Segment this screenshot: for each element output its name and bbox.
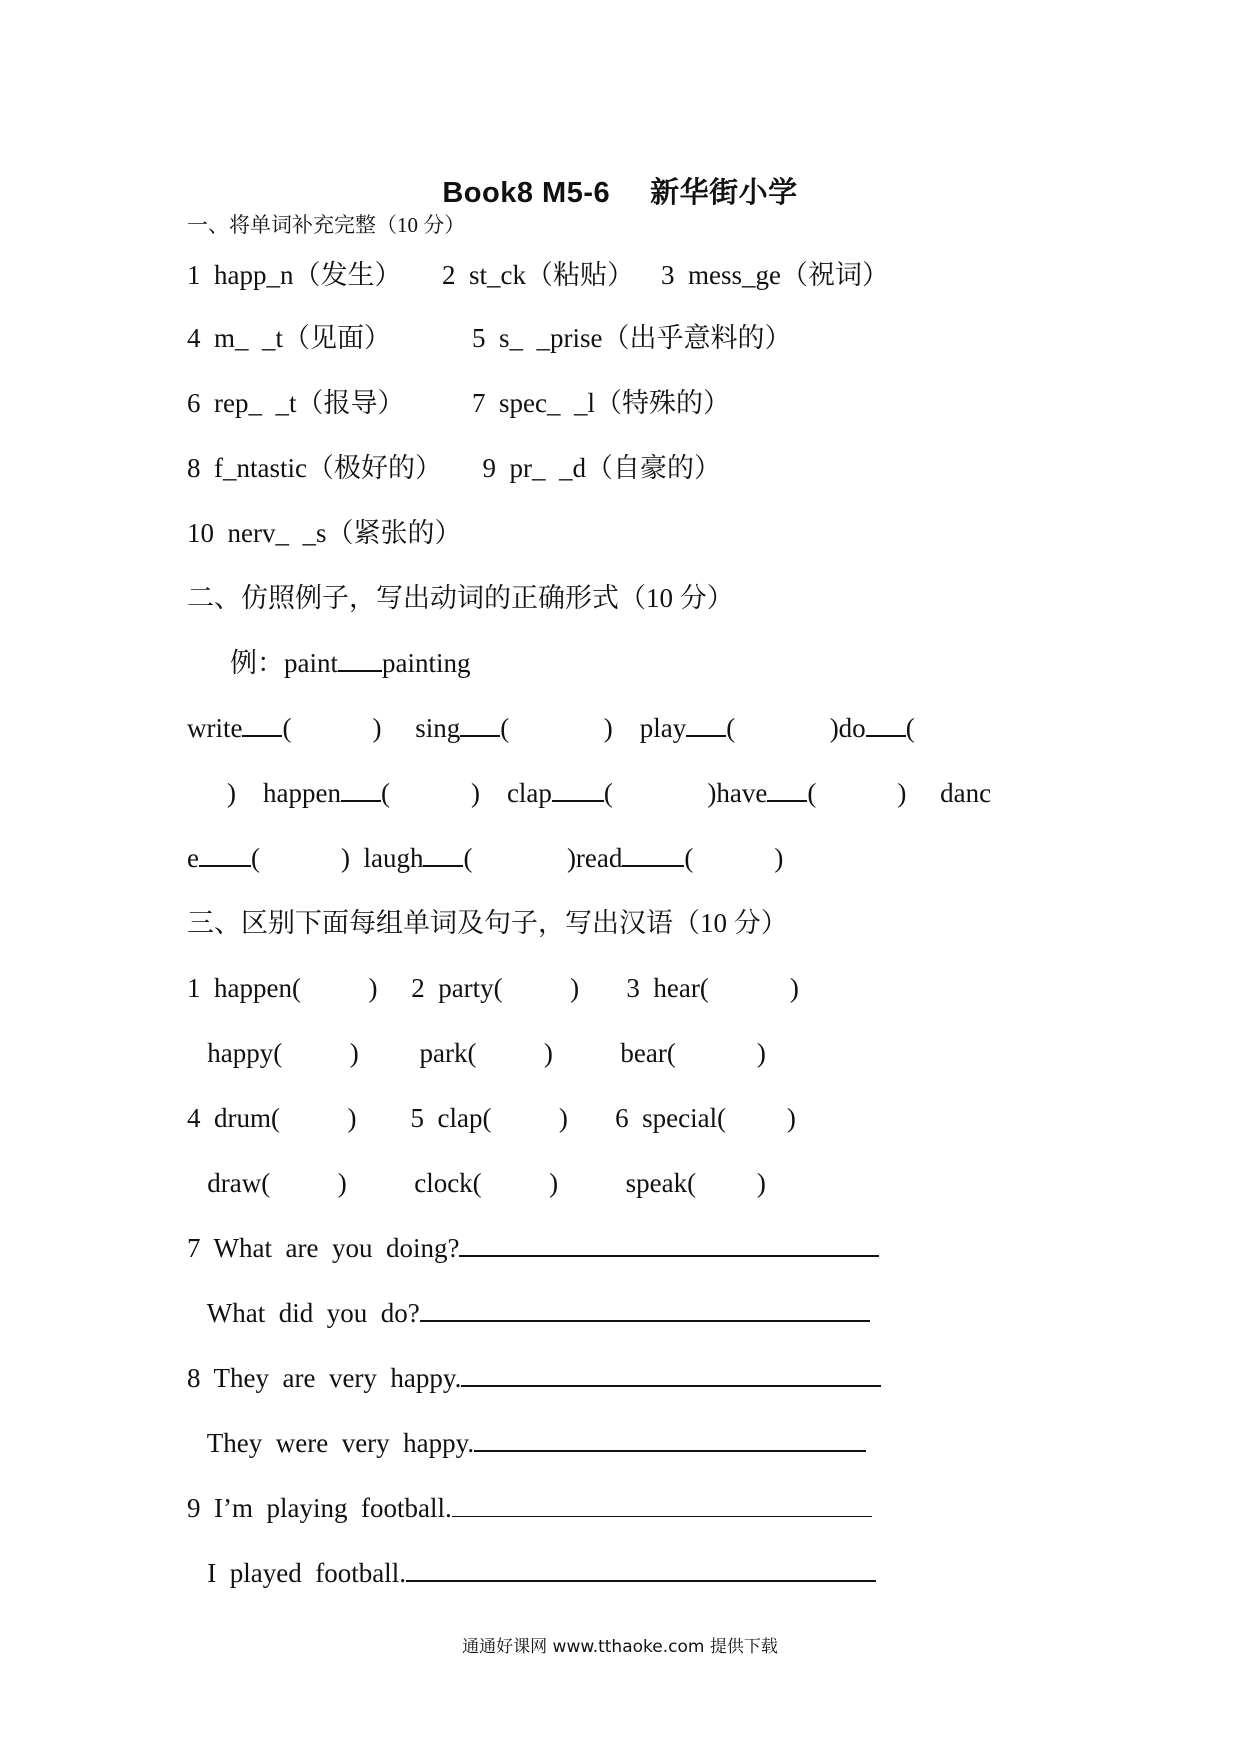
section2-example [230,650,471,677]
section1-heading: 一、将单词补充完整（10 分） [187,213,466,237]
section1-line-3: 6 rep_ _t（报导） 7 spec_ _l（特殊的） [187,388,730,418]
verb-laugh: ( ) laugh [250,843,424,873]
sentence-8a [187,1365,881,1392]
example-answer: painting [382,648,471,678]
verb-do: ( )do [726,713,866,743]
title-book: Book8 M5-6 [442,177,611,209]
translation-blank[interactable] [420,1319,870,1322]
answer-blank[interactable] [686,734,726,737]
answer-blank[interactable] [552,799,604,802]
section2-row-3 [187,845,783,872]
verb-dance-part: ( ) danc [807,778,992,808]
answer-blank[interactable] [767,799,807,802]
sentence-7a [187,1235,879,1262]
section1-line-5: 10 nerv_ _s（紧张的） [187,518,462,548]
section2-row-1 [187,715,915,742]
translation-blank[interactable] [459,1254,879,1257]
section3-words-1: 1 happen( ) 2 party( ) 3 hear( ) [187,973,799,1003]
example-word: 例：paint [230,648,338,678]
section2-heading: 二、仿照例子，写出动词的正确形式（10 分） [187,583,734,613]
sentence-text: 9 I’m playing football. [187,1493,452,1523]
translation-blank[interactable] [461,1384,881,1387]
footer-credit: 通通好课网 www.tthaoke.com 提供下载 [462,1637,778,1657]
sentence-7b [187,1300,870,1327]
answer-blank[interactable] [622,864,684,867]
answer-blank[interactable] [242,734,282,737]
answer-blank[interactable] [341,799,381,802]
answer-blank[interactable] [866,734,906,737]
page-title [0,170,1240,211]
section1-line-1: 1 happ_n（发生） 2 st_ck（粘贴） 3 mess_ge（祝词） [187,260,889,290]
verb-have: ( )have [603,778,768,808]
translation-blank[interactable] [452,1515,872,1517]
translation-blank[interactable] [474,1449,866,1452]
paren-close: ( ) [684,843,784,873]
example-blank [338,669,382,672]
sentence-text: I played football. [187,1558,406,1588]
answer-blank[interactable] [423,864,463,867]
section3-words-3: 4 drum( ) 5 clap( ) 6 special( ) [187,1103,796,1133]
verb-write: write [187,713,243,743]
translation-blank[interactable] [406,1579,876,1582]
sentence-text: What did you do? [187,1298,420,1328]
sentence-text: They were very happy. [187,1428,475,1458]
section3-heading: 三、区别下面每组单词及句子，写出汉语（10 分） [187,908,788,938]
answer-blank[interactable] [199,864,251,867]
verb-dance-end: e [187,843,199,873]
section3-words-4: draw( ) clock( ) speak( ) [187,1168,766,1198]
section2-row-2 [227,780,991,807]
verb-clap: ( ) clap [380,778,552,808]
section3-words-2: happy( ) park( ) bear( ) [187,1038,766,1068]
section1-line-2: 4 m_ _t（见面） 5 s_ _prise（出乎意料的） [187,323,792,353]
title-school: 新华街小学 [650,177,798,209]
answer-blank[interactable] [460,734,500,737]
section1-line-4: 8 f_ntastic（极好的） 9 pr_ _d（自豪的） [187,453,721,483]
paren-open: ( [905,713,915,743]
verb-happen: ) happen [227,778,341,808]
verb-play: ( ) play [500,713,687,743]
sentence-9b [187,1560,876,1587]
verb-sing: ( ) sing [282,713,461,743]
sentence-9a [187,1495,872,1522]
verb-read: ( )read [463,843,623,873]
sentence-8b [187,1430,866,1457]
sentence-text: 8 They are very happy. [187,1363,462,1393]
sentence-text: 7 What are you doing? [187,1233,460,1263]
